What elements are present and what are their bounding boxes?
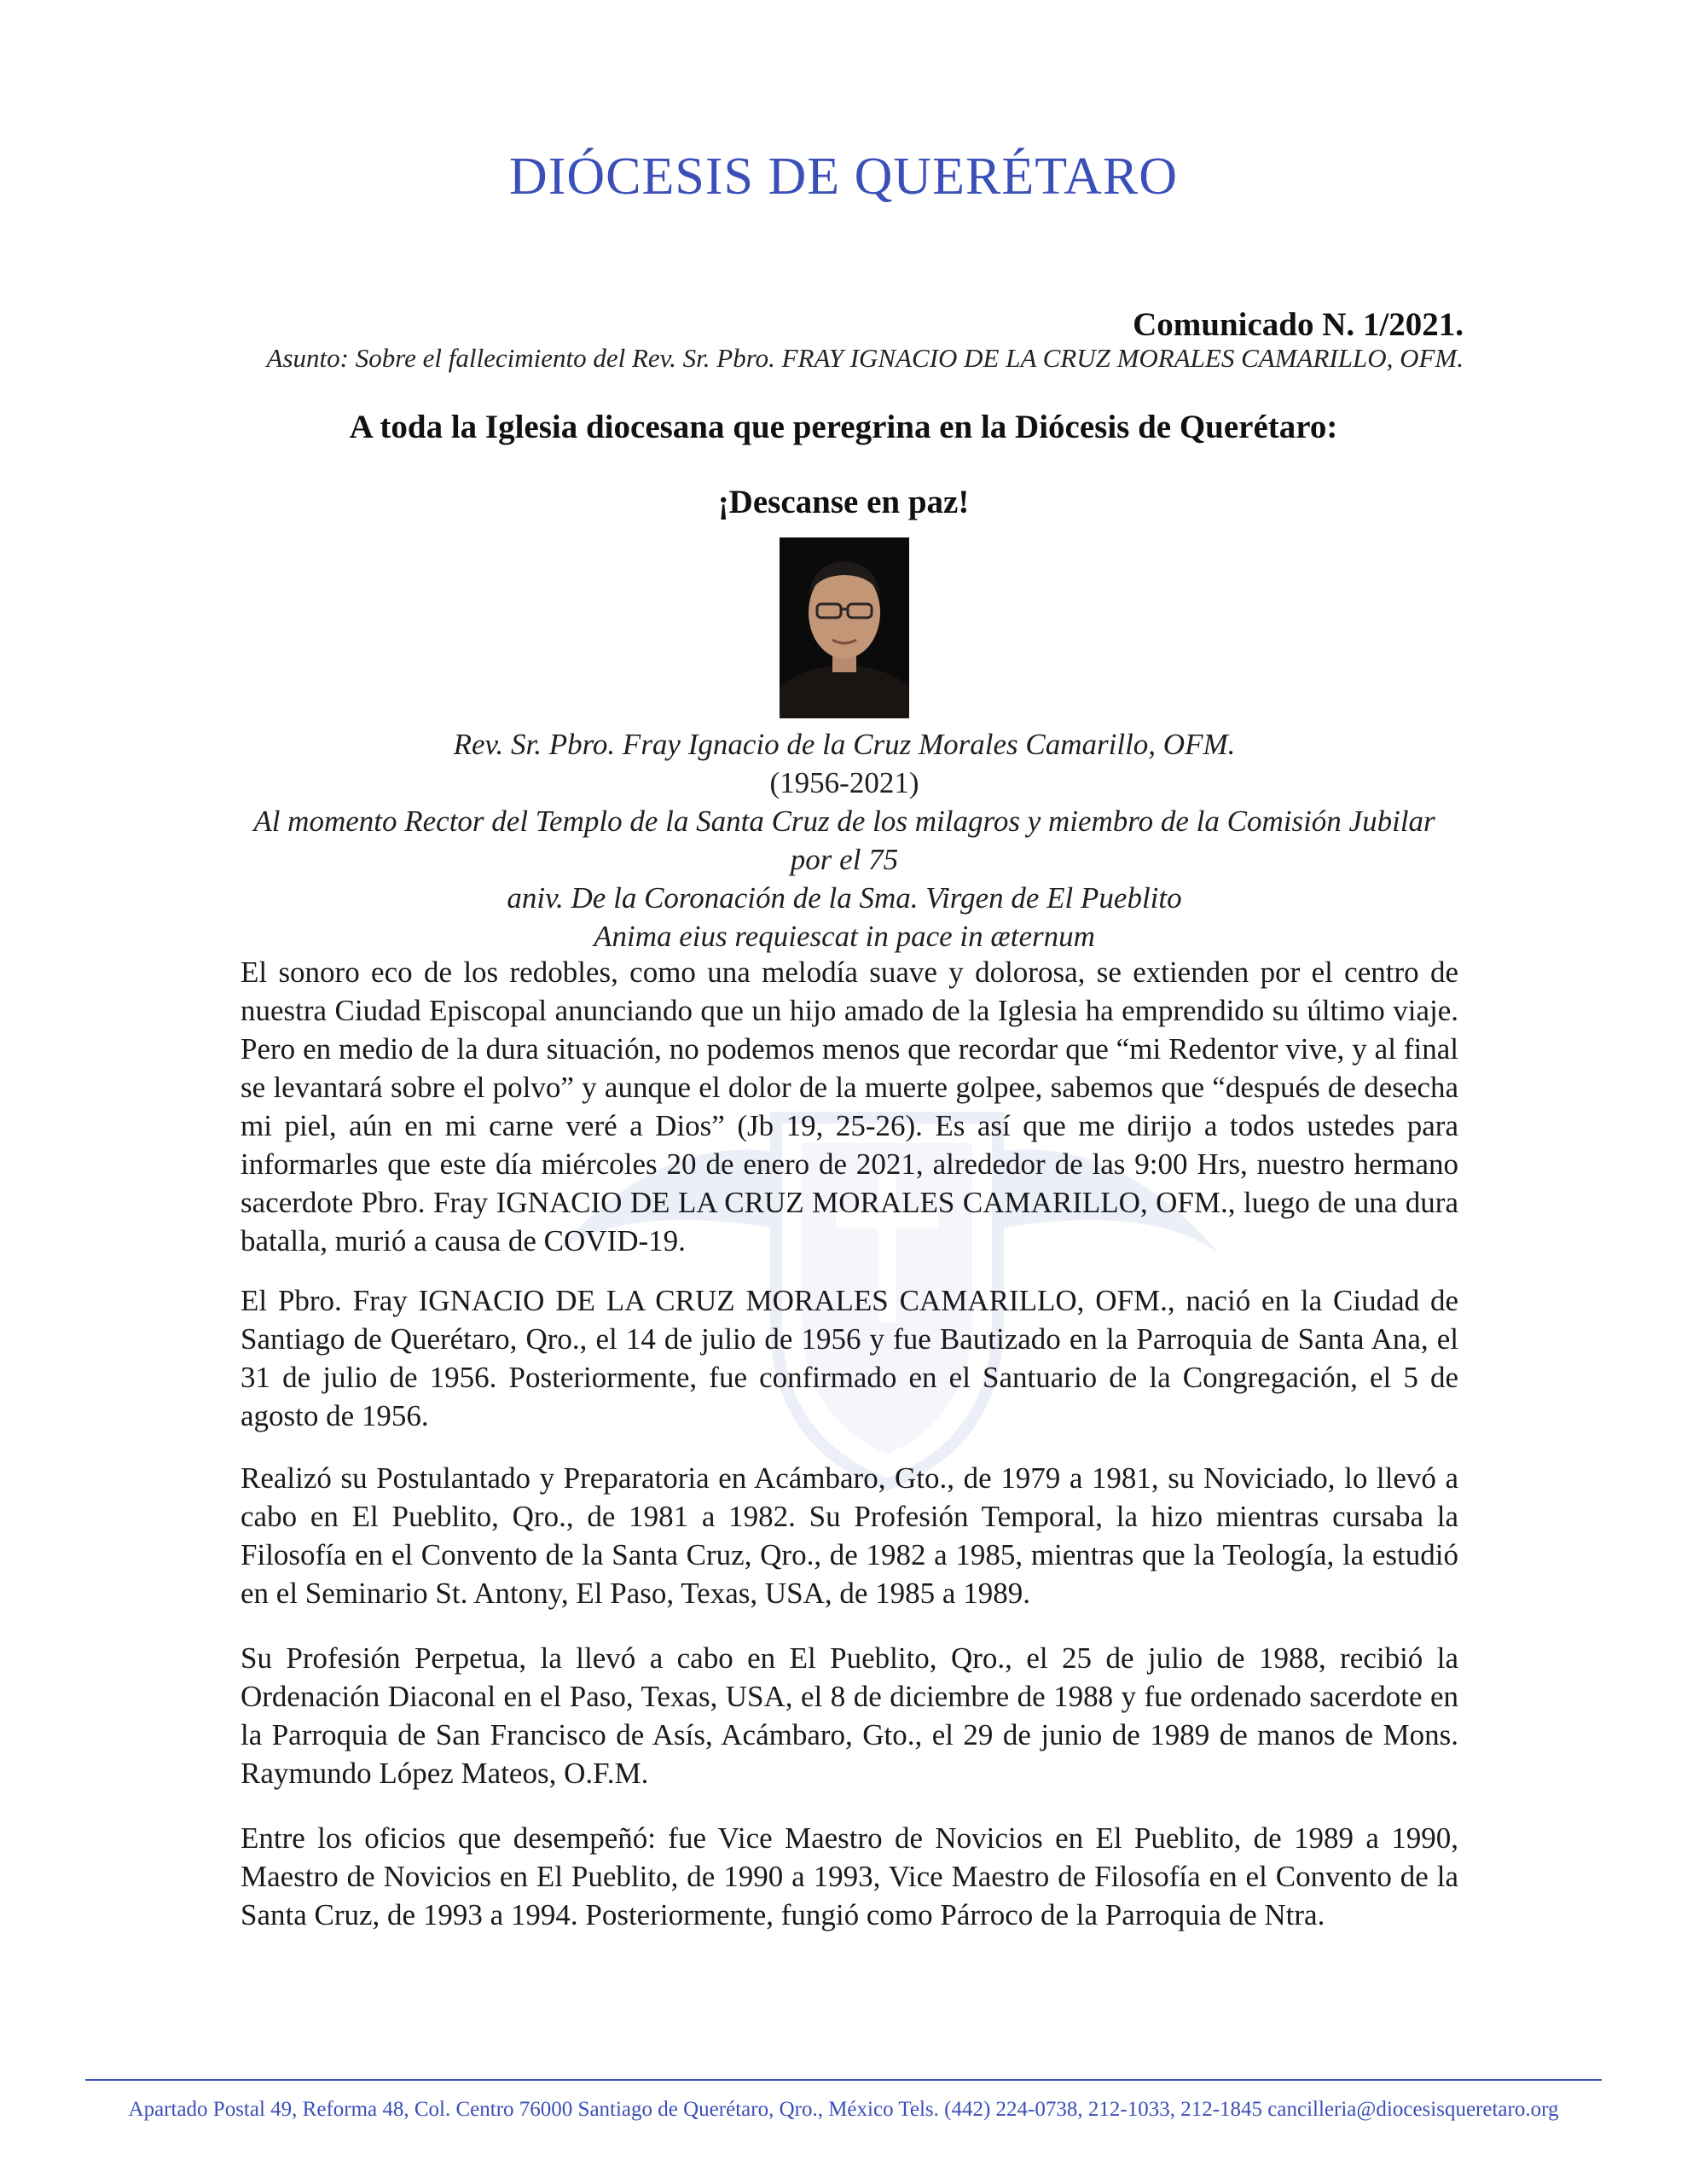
footer-address: Apartado Postal 49, Reforma 48, Col. Centro 76000 Santiago de Querétaro, Qro., México Tels. (442) 224-0738, 212-1033, 212-1845 cancilleria@diocesisqueretaro.org xyxy=(128,2098,1559,2121)
salutation: A toda la Iglesia diocesana que peregrina en la Diócesis de Querétaro: xyxy=(349,409,1338,445)
portrait-caption xyxy=(230,725,1458,956)
paragraph-2-start: El Pbro. Fray xyxy=(241,1284,419,1317)
paragraph-1-text: El sonoro eco de los redobles, como una melodía suave y dolorosa, se extienden por el centro de nuestra Ciudad Episcopal anunciando que un hijo amado de la Iglesia ha emprendido su último viaje. Pero en medio de la dura situación, no podemos menos que recordar que “mi Redentor vive, y al final se levantará sobre el polvo” y aunque el dolor de la muerte golpee, sabemos que “después de desecha mi piel, aún en mi carne veré a Dios” (Jb 19, 25-26). Es así que me dirijo a todos ustedes para informarles que este día miércoles 20 de enero de 2021, alrededor de las 9:00 Hrs, nuestro hermano sacerdote Pbro. Fray xyxy=(241,956,1458,1219)
caption-role-line-1: Al momento Rector del Templo de la Santa Cruz de los milagros y miembro de la Comisión Jubilar por el 75 xyxy=(253,804,1435,876)
rest-in-peace-heading: ¡Descanse en paz! xyxy=(717,484,970,520)
footer-divider xyxy=(85,2079,1602,2081)
communique-subject: Asunto: Sobre el fallecimiento del Rev. Sr. Pbro. FRAY IGNACIO DE LA CRUZ MORALES CAMARILLO, OFM. xyxy=(266,343,1464,373)
paragraph-1-name: IGNACIO DE LA CRUZ MORALES CAMARILLO xyxy=(496,1186,1140,1219)
portrait-photo xyxy=(780,537,909,718)
paragraph-2-end: , OFM., nació en la Ciudad de Santiago de Querétaro, Qro., el 14 de julio de 1956 y fue Bautizado en la Parroquia de Santa Ana, el 31 de julio de 1956. Posteriormente, fue confirmado en el Santuario de la Congregación, el 5 de agosto de 1956. xyxy=(241,1284,1458,1432)
paragraph-offices: Entre los oficios que desempeñó: fue Vice Maestro de Novicios en El Pueblito, de 1989 a 1990, Maestro de Novicios en El Pueblito, de 1990 a 1993, Vice Maestro de Filosofía en el Convento de la Santa Cruz, de 1993 a 1994. Posteriormente, fungió como Párroco de la Parroquia de Ntra. xyxy=(241,1821,1458,1931)
paragraph-formation: Realizó su Postulantado y Preparatoria en Acámbaro, Gto., de 1979 a 1981, su Noviciado, lo llevó a cabo en El Pueblito, Qro., de 1981 a 1982. Su Profesión Temporal, la hizo mientras cursaba la Filosofía en el Convento de la Santa Cruz, Qro., de 1982 a 1985, mientras que la Teología, la estudió en el Seminario St. Antony, El Paso, Texas, USA, de 1985 a 1989. xyxy=(241,1461,1458,1610)
communique-number: Comunicado N. 1/2021. xyxy=(1133,306,1464,343)
paragraph-death-announcement xyxy=(241,953,1458,1260)
portrait-illustration xyxy=(780,537,909,718)
paragraph-ordination: Su Profesión Perpetua, la llevó a cabo en El Pueblito, Qro., el 25 de julio de 1988, recibió la Ordenación Diaconal en el Paso, Texas, USA, el 8 de diciembre de 1988 y fue ordenado sacerdote en la Parroquia de San Francisco de Asís, Acámbaro, Gto., el 29 de junio de 1989 de manos de Mons. Raymundo López Mateos, O.F.M. xyxy=(241,1641,1458,1790)
caption-name: Rev. Sr. Pbro. Fray Ignacio de la Cruz Morales Camarillo, OFM. xyxy=(453,728,1236,761)
paragraph-birth-baptism xyxy=(241,1281,1458,1435)
paragraph-2-name: IGNACIO DE LA CRUZ MORALES CAMARILLO xyxy=(418,1284,1077,1317)
caption-role-line-2: aniv. De la Coronación de la Sma. Virgen de El Pueblito xyxy=(507,881,1182,915)
paragraph-1-end: , OFM., luego de una dura batalla, murió a causa de COVID-19. xyxy=(241,1186,1459,1258)
diocese-title: DIÓCESIS DE QUERÉTARO xyxy=(508,148,1179,206)
caption-prayer: Anima eius requiescat in pace in æternum xyxy=(594,920,1095,953)
caption-years: (1956-2021) xyxy=(769,766,919,799)
